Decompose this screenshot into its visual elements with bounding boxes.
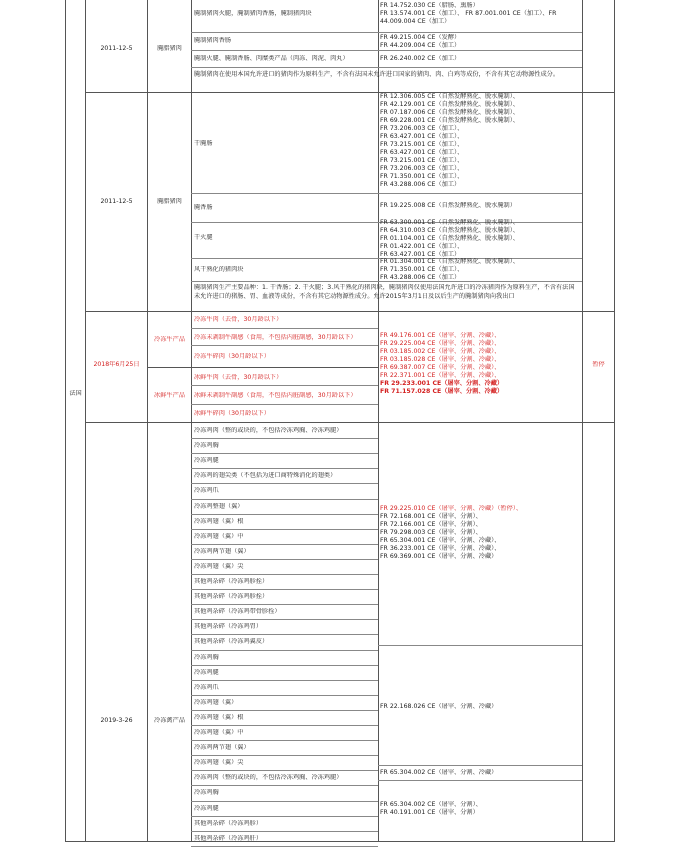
- plant-codes: FR 19.225.008 CE（自然发酵熟化、脱水腌制）: [380, 202, 516, 209]
- row-divider: [191, 544, 378, 545]
- frame-line: [378, 0, 379, 842]
- product-name: 其他鸡杂碎（冷冻鸡胗拴）: [194, 593, 269, 600]
- product-name: 冷冻未剥制牛副感（食用，不包括内脏副感，30月龄以下）: [194, 334, 357, 341]
- product-name: 冷冻鸡翅（翼）根: [194, 714, 244, 721]
- plant-codes: FR 22.168.026 CE（屠宰、分割、冷藏）: [380, 703, 498, 710]
- block1-note: 腌制猪肉在使用本国允许进口的猪肉作为原料生产，不含有法国未允许进口国家的猪肉、肉、白鸡等成份，不含有其它动物源性成分。: [194, 71, 560, 78]
- plant-codes: FR 12.306.005 CE（自然发酵熟化、脱水腌制）、 FR 42.129.001 CE（自然发酵熟化、脱水腌制）、 FR 07.187.006 CE（自然发酵熟化、脱水腌制）、 FR 69.228.001 CE（自然发酵熟化、脱水腌制）、 FR 73.206.003 CE（加工）、 FR 63.427.001 CE（加工）、 FR 73.215.001 CE（加工）、 FR 63.427.001 CE（加工）、 FR 73.215.001 CE（加工）、 FR 73.206.003 CE（加工）、 FR 71.350.001 CE（加工）、 FR 43.288.006 CE（加工）: [380, 93, 519, 188]
- product-name: 冷冻鸡腿: [194, 805, 219, 812]
- product-name: 风干熟化的猪肉块: [194, 266, 244, 273]
- block3-date: 2018年6月25日: [93, 361, 140, 368]
- row-divider: [191, 770, 378, 771]
- product-name: 冷冻牛碎肉（30月龄以下）: [194, 353, 270, 360]
- product-name: 腌香肠: [194, 204, 213, 211]
- frame-line: [85, 0, 86, 842]
- product-name: 冷冻鸡爪: [194, 684, 219, 691]
- row-divider: [191, 514, 378, 515]
- row-divider: [191, 574, 378, 575]
- product-name: 冷冻鸡胸: [194, 442, 219, 449]
- product-name: 冷冻鸡胸: [194, 789, 219, 796]
- product-name: 干火腿: [194, 234, 213, 241]
- product-name: 冷冻鸡胸: [194, 654, 219, 661]
- row-divider: [191, 650, 378, 651]
- row-divider: [191, 453, 378, 454]
- block4-category: 冷冻禽产品: [154, 717, 185, 724]
- block2-category: 腌腊猪肉: [157, 198, 182, 205]
- block3-chilled-category: 冰鲜牛产品: [154, 392, 185, 399]
- product-name: 其他鸡杂碎（冷冻鸡带骨胗拴）: [194, 608, 281, 615]
- row-divider: [191, 499, 378, 500]
- product-name: 冷冻鸡两节翅（翼）: [194, 744, 250, 751]
- frame-line: [65, 0, 66, 842]
- product-name: 腌制火腿、腌制香肠、肉糜类产品（肉冻、肉泥、肉丸）: [194, 55, 349, 62]
- block1-category: 腌腊猪肉: [157, 45, 182, 52]
- plant-codes: FR 65.304.002 CE（屠宰、分割、冷藏）: [380, 769, 498, 776]
- plant-codes: FR 01.304.001 CE（自然发酵熟化、脱水腌制）、 FR 71.350.001 CE（加工）、 FR 43.288.006 CE（加工）: [380, 258, 519, 281]
- block1-date: 2011-12-5: [100, 45, 133, 52]
- block3-frozen-category: 冷冻牛产品: [154, 336, 185, 343]
- row-divider: [191, 438, 378, 439]
- product-name: 冷冻鸡翅（翼）中: [194, 729, 244, 736]
- plant-codes: FR 49.176.001 CE（屠宰、分割、冷藏）、 FR 29.225.004 CE（屠宰、分割、冷藏）、 FR 03.185.002 CE（屠宰、分割、冷藏）、 FR 03.185.028 CE（屠宰、分割、冷藏）、 FR 69.387.007 CE（屠宰、分割、冷藏）、 FR 22.371.001 CE（屠宰、分割、冷藏）、 FR 29.233.001 CE（屠宰、分割、冷藏） FR 71.157.028 CE（屠宰、分割、冷藏）: [380, 332, 504, 395]
- row-divider: [191, 529, 378, 530]
- product-name: 冷冻牛肉（去骨，30月龄以下）: [194, 316, 283, 323]
- row-divider: [191, 695, 378, 696]
- product-name: 冷冻鸡肉（整的或块的，不包括冷冻鸡胸、冷冻鸡腿）: [194, 774, 343, 781]
- row-divider: [191, 468, 378, 469]
- plant-codes: FR 63.300.001 CE（自然发酵熟化、脱水腌制）、 FR 64.310.003 CE（自然发酵熟化、脱水腌制）、 FR 01.104.001 CE（自然发酵熟化、脱水腌制）、 FR 01.422.001 CE（加工）、 FR 63.427.001 CE（加工）: [380, 219, 519, 258]
- product-name: 冷冻鸡的翅尖类（不包括为进口商特殊消化的翅类）: [194, 472, 337, 479]
- row-divider: [191, 710, 378, 711]
- product-name: 冰鲜未剥制牛副感（食用，不包括内脏副感，30月龄以下）: [194, 392, 357, 399]
- country-label: 法国: [69, 390, 82, 397]
- block4-date: 2019-3-26: [100, 717, 133, 724]
- product-name: 其他鸡杂碎（冷冻鸡胗）: [194, 820, 263, 827]
- product-name: 冷冻鸡翅（翼）根: [194, 518, 244, 525]
- frame-line: [582, 0, 583, 842]
- product-name: 干腌肠: [194, 140, 213, 147]
- product-name: 其他鸡杂碎（冷冻鸡胗拴）: [194, 578, 269, 585]
- frame-line: [191, 0, 192, 842]
- product-name: 腌制猪肉火腿，腌制猪肉香肠，腌制猪肉块: [194, 10, 312, 17]
- product-name: 腌制猪肉香肠: [194, 37, 232, 44]
- row-divider: [191, 619, 378, 620]
- frame-line: [147, 0, 148, 842]
- row-divider: [191, 604, 378, 605]
- product-name: 其他鸡杂碎（冷冻鸡翼皮）: [194, 638, 269, 645]
- product-name: 冷冻鸡翅（翼）尖: [194, 759, 244, 766]
- plant-codes: FR 65.304.002 CE（屠宰、分割）、 FR 40.191.001 CE（屠宰、分割）: [380, 801, 482, 816]
- row-divider: [191, 665, 378, 666]
- product-name: 冷冻鸡腿: [194, 457, 219, 464]
- block2-date: 2011-12-5: [100, 198, 133, 205]
- plant-codes: FR 29.225.010 CE（屠宰、分割、冷藏）（暂停）、 FR 72.168.001 CE（屠宰、分割）、 FR 72.166.001 CE（屠宰、分割）、 FR 79.298.003 CE（屠宰、分割）、 FR 65.304.001 CE（屠宰、分割、冷藏）、 FR 36.233.001 CE（屠宰、分割、冷藏）、 FR 69.369.001 CE（屠宰、分割、冷藏）: [380, 505, 523, 560]
- product-name: 冰鲜牛碎肉（30月龄以下）: [194, 410, 270, 417]
- row-divider: [191, 816, 378, 817]
- product-name: 其他鸡杂碎（冷冻鸡胃）: [194, 623, 263, 630]
- product-name: 冷冻鸡两节翅（翼）: [194, 548, 250, 555]
- row-divider: [191, 740, 378, 741]
- frame-line: [614, 0, 615, 842]
- product-name: 冷冻鸡翅（翼）中: [194, 533, 244, 540]
- plant-codes: FR 14.752.030 CE（腊肠、熏肠） FR 13.574.001 CE（加工）、 FR 87.001.001 CE（加工）、FR 44.009.004 CE（加工）: [380, 2, 557, 25]
- row-divider: [191, 680, 378, 681]
- row-divider: [191, 634, 378, 635]
- row-divider: [191, 755, 378, 756]
- product-name: 冷冻鸡腿: [194, 669, 219, 676]
- row-divider: [191, 589, 378, 590]
- product-name: 冰鲜牛肉（去骨，30月龄以下）: [194, 374, 283, 381]
- product-name: 冷冻鸡翅（翼）尖: [194, 563, 244, 570]
- product-name: 冷冻鸡爪: [194, 487, 219, 494]
- row-divider: [191, 559, 378, 560]
- row-divider: [191, 483, 378, 484]
- status-badge: 暂停: [592, 361, 605, 368]
- product-name: 其他鸡杂碎（冷冻鸡肝）: [194, 835, 263, 842]
- plant-codes: FR 49.215.004 CE（发酵） FR 44.209.004 CE（加工）: [380, 34, 461, 49]
- row-divider: [191, 831, 378, 832]
- product-name: 冷冻鸡翅（翼）: [194, 699, 238, 706]
- block2-note: 腌制猪肉生产主要品种：1. 干香肠；2. 干火腿；3.风干熟化的猪肉块，腌制猪肉仅使用法国允许进口的冷冻猪肉作为原料生产，不含有法国未允许进口的猪肠、胃、血液等成份，不含有其它动物源性成分。允许2015年3月1日及以后生产的腌制猪肉向我出口: [194, 284, 575, 300]
- row-divider: [191, 801, 378, 802]
- plant-codes: FR 26.240.002 CE（加工）: [380, 55, 461, 62]
- product-name: 冷冻鸡整翅（翼）: [194, 503, 244, 510]
- row-divider: [191, 785, 378, 786]
- row-divider: [191, 725, 378, 726]
- product-name: 冷冻鸡肉（整的或块的，不包括冷冻鸡胸、冷冻鸡腿）: [194, 427, 343, 434]
